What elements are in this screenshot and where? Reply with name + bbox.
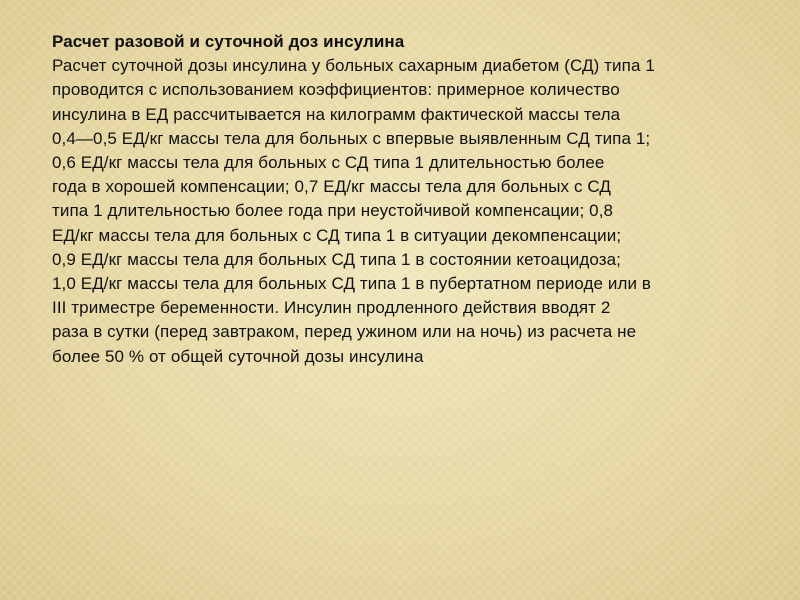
slide-title: Расчет разовой и суточной доз инсулина <box>52 32 405 51</box>
slide-body-text: Расчет суточной дозы инсулина у больных сахарным диабетом (СД) типа 1 проводится с использованием коэффициентов: примерное количество инсулина в ЕД рассчитывается на килограмм фактической массы тела 0,4—0,5 ЕД/кг массы тела для больных с впервые выявленным СД типа 1; 0,6 ЕД/кг массы тела для больных с СД типа 1 длительностью более года в хорошей компенсации; 0,7 ЕД/кг массы тела для больных с СД типа 1 длительностью более года при неустойчивой компенсации; 0,8 ЕД/кг массы тела для больных с СД типа 1 в ситуации декомпенсации; 0,9 ЕД/кг массы тела для больных СД типа 1 в состоянии кетоацидоза; 1,0 ЕД/кг массы тела для больных СД типа 1 в пубертатном периоде или в III триместре беременности. Инсулин продленного действия вводят 2 раза в сутки (перед завтраком, перед ужином или на ночь) из расчета не более 50 % от общей суточной дозы инсулина <box>52 56 655 366</box>
slide-content <box>52 30 752 369</box>
